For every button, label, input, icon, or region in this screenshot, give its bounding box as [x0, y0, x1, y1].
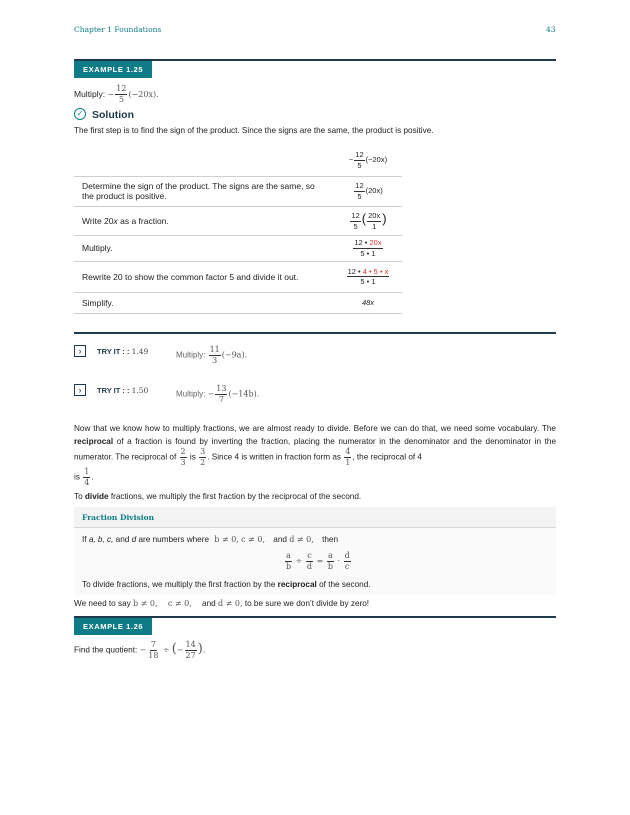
fraction-division-condition: If a, b, c, and d are numbers where b ≠ 0, c ≠ 0, and d ≠ 0, then	[82, 535, 339, 544]
example-prompt: Multiply: − $\frac{12}{5}$ (−20x).	[74, 84, 159, 104]
table-row: Write 20x as a fraction. $\frac{12}{5}$ ( $\frac{20x}{1}$ )	[74, 206, 402, 235]
divide-paragraph: To divide fractions, we multiply the first fraction by the reciprocal of the second.	[74, 492, 362, 501]
table-row: Determine the sign of the product. The signs are the same, so the product is positive. $\frac{12}{5}$ (20x)	[74, 176, 402, 206]
table-row: − $\frac{12}{5}$ (−20x)	[74, 145, 402, 176]
table-row: Multiply. $\frac{12 • 20x}{5 • 1}$	[74, 235, 402, 261]
table-row: Rewrite 20 to show the common factor 5 and divide it out. $\frac{12 • 4 • 5 • x}{5 • 1}$	[74, 261, 402, 292]
fraction-division-title: Fraction Division	[74, 507, 556, 528]
prompt-label: Multiply:	[74, 88, 106, 99]
fraction-division-box	[74, 507, 556, 595]
page-number: 43	[546, 25, 556, 34]
example-tag: EXAMPLE 1.25	[74, 61, 152, 78]
table-row: Simplify. 48x	[74, 292, 402, 313]
chevron-right-icon[interactable]: ›	[74, 384, 86, 396]
solution-intro: The first step is to find the sign of the product. Since the signs are the same, the product is positive.	[74, 126, 434, 135]
try-it-prompt: Multiply: $\frac{11}{3}$ (−9a).	[176, 345, 248, 365]
chapter-header: Chapter 1 Foundations	[74, 25, 162, 34]
reciprocal-paragraph-end: is $\frac{1}{4}$ .	[74, 467, 94, 487]
nonzero-note: We need to say b ≠ 0, c ≠ 0, and d ≠ 0, to be sure we don’t divide by zero!	[74, 599, 370, 608]
try-it-prompt: Multiply: − $\frac{13}{7}$ (−14b).	[176, 384, 260, 404]
steps-table	[74, 145, 402, 314]
example-prompt: Find the quotient: − $\frac{7}{18}$ ÷ (− $\frac{14}{27}$ ).	[74, 640, 206, 660]
chevron-right-icon[interactable]: ›	[74, 345, 86, 357]
fraction: $\frac{12}{5}$	[116, 84, 127, 104]
check-circle-icon: ✓	[74, 108, 86, 120]
fraction-division-explanation: To divide fractions, we multiply the first fraction by the reciprocal of the second.	[82, 580, 371, 589]
example-tag: EXAMPLE 1.26	[74, 618, 152, 635]
try-it-rule	[74, 332, 556, 334]
try-it-label: TRY IT : : 1.50	[97, 386, 149, 395]
fraction-division-rule: $\frac{a}{b}$ ÷ $\frac{c}{d}$ = $\frac{a}{b}$ · $\frac{d}{c}$	[286, 551, 350, 571]
try-it-label: TRY IT : : 1.49	[97, 347, 149, 356]
reciprocal-paragraph: Now that we know how to multiply fractions, we are almost ready to divide. Before we can do that, we need some vocabulary. The reciprocal of a fraction is found by inverting the fraction, placing the numerator in the denominator and the denominator in the numerator. The reciprocal of $\frac{2}{3}$ is $\frac{3}{2}$ . Since 4 is written in fraction form as $\frac{4}{1}$ , the reciprocal of 4	[74, 424, 556, 467]
solution-heading: Solution	[92, 109, 134, 121]
